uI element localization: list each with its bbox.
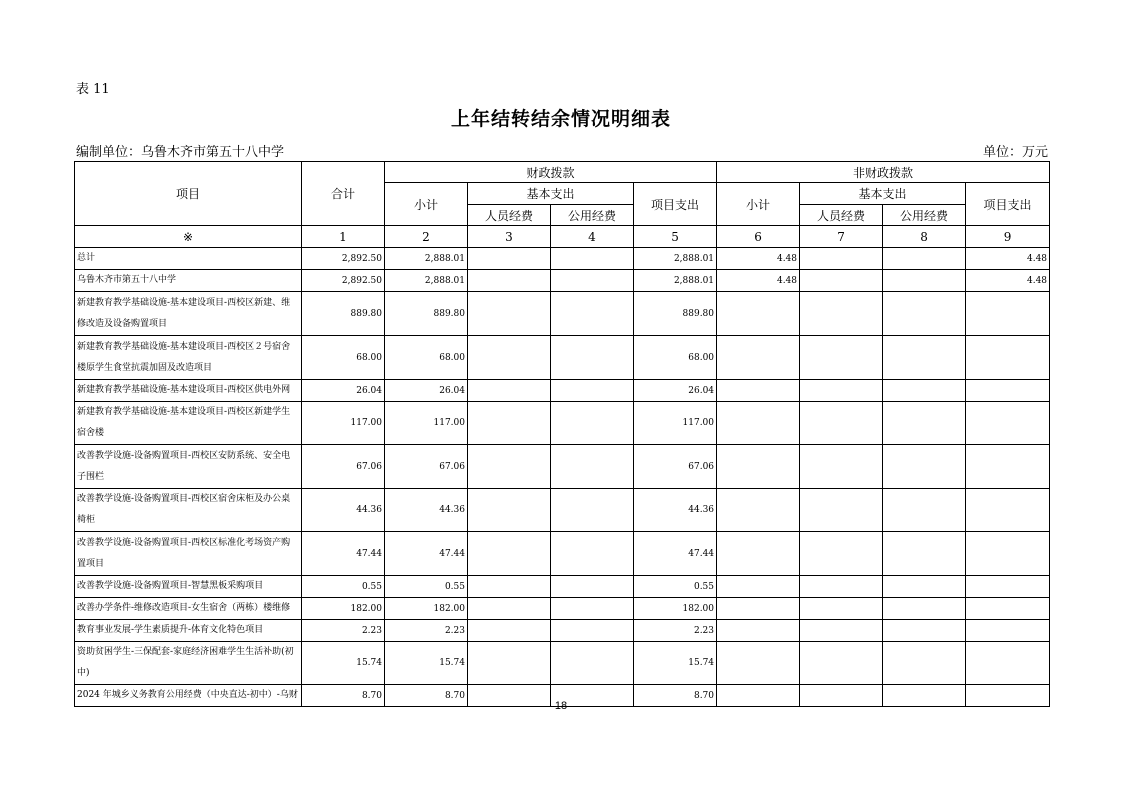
header-nonfiscal-basic: 基本支出 [800,183,966,205]
cell-col-7 [800,576,883,598]
cell-col-4 [551,532,634,576]
cell-col-5: 47.44 [634,532,717,576]
cell-col-3 [468,642,551,685]
cell-col-9 [966,489,1050,532]
table-row [75,380,1050,402]
cell-col-8 [883,248,966,270]
table-row [75,620,1050,642]
cell-col-8 [883,336,966,380]
col-number: ※ [75,226,302,248]
cell-col-5: 2.23 [634,620,717,642]
unit-row [75,270,1050,292]
cell-col-9 [966,576,1050,598]
cell-col-7 [800,292,883,336]
header-fiscal-project: 项目支出 [634,183,717,226]
cell-col-3 [468,270,551,292]
cell-col-5: 15.74 [634,642,717,685]
cell-col-9 [966,336,1050,380]
cell-col-7 [800,642,883,685]
cell-col-4 [551,642,634,685]
cell-col-2: 889.80 [385,292,468,336]
column-number-row [75,226,1050,248]
cell-col-3 [468,620,551,642]
cell-col-2: 68.00 [385,336,468,380]
table-row [75,576,1050,598]
cell-col-9 [966,380,1050,402]
cell-col-9 [966,642,1050,685]
cell-col-9: 4.48 [966,270,1050,292]
header-nonfiscal: 非财政拨款 [717,162,1050,183]
cell-col-1: 26.04 [302,380,385,402]
cell-col-5: 889.80 [634,292,717,336]
cell-col-8 [883,402,966,445]
cell-col-4 [551,489,634,532]
cell-col-8 [883,445,966,489]
cell-col-7 [800,532,883,576]
header-item: 项目 [75,162,302,226]
cell-col-6 [717,402,800,445]
cell-col-3 [468,489,551,532]
cell-col-4 [551,598,634,620]
cell-col-6 [717,532,800,576]
cell-col-6 [717,598,800,620]
row-item-name: 2024 年城乡义务教育公用经费（中央直达-初中）-乌财 [75,685,302,707]
cell-col-5: 68.00 [634,336,717,380]
cell-col-5: 44.36 [634,489,717,532]
cell-col-1: 182.00 [302,598,385,620]
row-item-name: 改善教学设施-设备购置项目-西校区宿舍床柜及办公桌椅柜 [75,489,302,532]
cell-col-3 [468,598,551,620]
row-item-name: 新建教育教学基础设施-基本建设项目-西校区２号宿舍楼原学生食堂抗震加固及改造项目 [75,336,302,380]
cell-col-1: 2,892.50 [302,248,385,270]
cell-col-6: 4.48 [717,270,800,292]
cell-col-3 [468,576,551,598]
cell-col-7 [800,380,883,402]
cell-col-4 [551,445,634,489]
cell-col-2: 47.44 [385,532,468,576]
cell-col-8 [883,642,966,685]
cell-col-8 [883,620,966,642]
header-nonfiscal-subtotal: 小计 [717,183,800,226]
cell-col-6 [717,620,800,642]
row-item-name: 新建教育教学基础设施-基本建设项目-西校区新建、维修改造及设备购置项目 [75,292,302,336]
cell-col-5: 2,888.01 [634,248,717,270]
cell-col-6 [717,445,800,489]
header-nonfiscal-public: 公用经费 [883,205,966,226]
cell-col-1: 889.80 [302,292,385,336]
row-item-name: 资助贫困学生-三保配套-家庭经济困难学生生活补助(初中) [75,642,302,685]
cell-col-1: 2,892.50 [302,270,385,292]
cell-col-3 [468,336,551,380]
cell-col-4 [551,270,634,292]
row-item-name: 改善教学设施-设备购置项目-智慧黑板采购项目 [75,576,302,598]
table-row [75,598,1050,620]
cell-col-1: 15.74 [302,642,385,685]
cell-col-1: 47.44 [302,532,385,576]
row-item-name: 改善办学条件-维修改造项目-女生宿舍（两栋）楼维修 [75,598,302,620]
cell-col-3 [468,380,551,402]
col-number: 1 [302,226,385,248]
cell-col-9 [966,598,1050,620]
cell-col-3 [468,402,551,445]
col-number: 9 [966,226,1050,248]
header-fiscal: 财政拨款 [385,162,717,183]
cell-col-7 [800,445,883,489]
col-number: 5 [634,226,717,248]
cell-col-7 [800,336,883,380]
cell-col-1: 67.06 [302,445,385,489]
col-number: 6 [717,226,800,248]
cell-col-2: 44.36 [385,489,468,532]
cell-col-2: 15.74 [385,642,468,685]
cell-col-9 [966,402,1050,445]
header-fiscal-public: 公用经费 [551,205,634,226]
cell-col-6 [717,489,800,532]
header-fiscal-basic: 基本支出 [468,183,634,205]
table-row [75,336,1050,380]
cell-col-2: 26.04 [385,380,468,402]
cell-col-1: 44.36 [302,489,385,532]
col-number: 2 [385,226,468,248]
row-item-name: 教育事业发展-学生素质提升-体育文化特色项目 [75,620,302,642]
cell-col-2: 2,888.01 [385,270,468,292]
cell-col-5: 182.00 [634,598,717,620]
cell-col-7 [800,598,883,620]
col-number: 7 [800,226,883,248]
currency-unit: 单位：万元 [982,145,1048,160]
col-number: 8 [883,226,966,248]
compiling-unit: 编制单位：乌鲁木齐市第五十八中学 [76,145,285,160]
cell-col-9 [966,292,1050,336]
header-fiscal-subtotal: 小计 [385,183,468,226]
col-number: 3 [468,226,551,248]
carryover-table [74,161,1050,707]
cell-col-5: 67.06 [634,445,717,489]
cell-col-2: 117.00 [385,402,468,445]
cell-col-2: 2.23 [385,620,468,642]
cell-col-7 [800,620,883,642]
cell-col-7 [800,402,883,445]
row-item-name: 新建教育教学基础设施-基本建设项目-西校区新建学生宿舍楼 [75,402,302,445]
cell-col-9 [966,532,1050,576]
table-row [75,489,1050,532]
page-title: 上年结转结余情况明细表 [450,108,671,130]
cell-col-4 [551,576,634,598]
table-label: 表 11 [76,82,110,97]
header-nonfiscal-personnel: 人员经费 [800,205,883,226]
table-row [75,445,1050,489]
cell-col-8 [883,380,966,402]
cell-col-4 [551,620,634,642]
col-number: 4 [551,226,634,248]
row-item-name: 改善教学设施-设备购置项目-西校区安防系统、安全电子围栏 [75,445,302,489]
cell-col-5: 2,888.01 [634,270,717,292]
cell-col-8 [883,532,966,576]
cell-col-4 [551,380,634,402]
table-row [75,532,1050,576]
header-fiscal-personnel: 人员经费 [468,205,551,226]
row-item-name: 新建教育教学基础设施-基本建设项目-西校区供电外网 [75,380,302,402]
cell-col-2: 0.55 [385,576,468,598]
cell-col-6 [717,380,800,402]
cell-col-4 [551,336,634,380]
cell-col-9 [966,620,1050,642]
table-row [75,292,1050,336]
cell-col-9 [966,445,1050,489]
cell-col-8 [883,270,966,292]
cell-col-6 [717,642,800,685]
cell-col-7 [800,270,883,292]
cell-col-8 [883,489,966,532]
cell-col-6 [717,576,800,598]
cell-col-2: 2,888.01 [385,248,468,270]
header-total: 合计 [302,162,385,226]
cell-col-5: 117.00 [634,402,717,445]
cell-col-3 [468,532,551,576]
cell-col-5: 8.70 [634,685,717,707]
table-row [75,642,1050,685]
cell-col-8 [883,292,966,336]
cell-col-6: 4.48 [717,248,800,270]
cell-col-6 [717,292,800,336]
cell-col-3 [468,248,551,270]
cell-col-5: 26.04 [634,380,717,402]
cell-col-4 [551,248,634,270]
cell-col-4 [551,402,634,445]
cell-col-9: 4.48 [966,248,1050,270]
cell-col-3 [468,445,551,489]
cell-col-3 [468,292,551,336]
table-row [75,402,1050,445]
cell-col-1: 8.70 [302,685,385,707]
total-row [75,248,1050,270]
page-number: 18 [554,700,568,712]
cell-col-2: 67.06 [385,445,468,489]
cell-col-7 [800,489,883,532]
cell-col-1: 68.00 [302,336,385,380]
row-item-name: 总计 [75,248,302,270]
cell-col-1: 0.55 [302,576,385,598]
row-item-name: 改善教学设施-设备购置项目-西校区标准化考场资产购置项目 [75,532,302,576]
cell-col-6 [717,336,800,380]
cell-col-2: 182.00 [385,598,468,620]
cell-col-2: 8.70 [385,685,468,707]
cell-col-7 [800,248,883,270]
cell-col-8 [883,598,966,620]
cell-col-5: 0.55 [634,576,717,598]
cell-col-4 [551,292,634,336]
header-nonfiscal-project: 项目支出 [966,183,1050,226]
cell-col-1: 2.23 [302,620,385,642]
row-item-name: 乌鲁木齐市第五十八中学 [75,270,302,292]
cell-col-8 [883,576,966,598]
cell-col-1: 117.00 [302,402,385,445]
